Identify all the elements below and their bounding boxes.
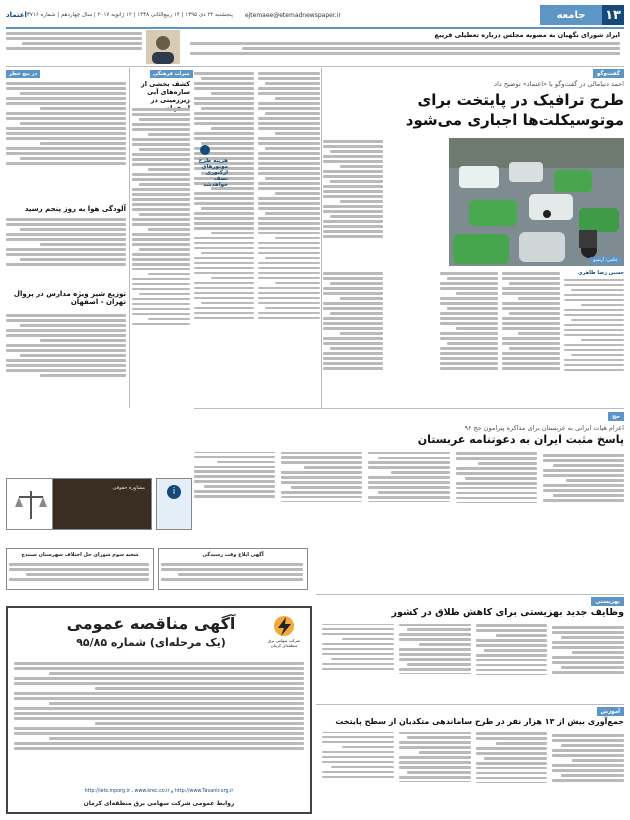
- welfare-kicker: بهزیستی: [591, 597, 624, 606]
- main-text-col-4: [323, 270, 383, 405]
- middle-column-text: [258, 70, 320, 405]
- page-number: ۱۳: [602, 5, 624, 25]
- heritage-text: [132, 106, 190, 406]
- top-brief: [6, 30, 624, 64]
- main-text-col-3: [323, 138, 383, 266]
- newspaper-logo: اعتماد: [6, 11, 27, 19]
- ad-info-box: [156, 478, 192, 530]
- middle-column-text-2: [194, 70, 254, 405]
- main-headline-1: طرح ترافیک در پایتخت برای: [417, 91, 624, 109]
- brief-side-text: [6, 30, 142, 64]
- date-line: پنجشنبه ۲۴ دی ۱۳۹۵ | ۱۴ ربیع‌الثانی ۱۴۳۸ | ۱۲ ژانویه ۲۰۱۷ | سال چهاردهم | شماره ۳۷۱۶: [26, 12, 233, 18]
- scales-of-justice-icon: [13, 487, 49, 523]
- main-text-col-2b: [440, 270, 498, 405]
- main-photo: [449, 138, 624, 266]
- header-rule: [6, 27, 624, 29]
- byline: حسین رضا طاهری: [577, 270, 624, 276]
- welfare-headline: وظایف جدید بهزیستی برای کاهش طلاق در کشور: [391, 607, 624, 618]
- brief-body: [190, 40, 620, 64]
- main-subtitle: احمد دنیامالی در گفت‌وگو با «اعتماد» توضیح داد: [494, 80, 624, 88]
- info-dot-icon: [200, 145, 210, 155]
- hajj-subtitle: اعزام هیات ایرانی به عربستان برای مذاکره پیرامون حج ۹۶: [464, 424, 624, 432]
- tender-title-1: آگهی مناقصه عمومی: [66, 614, 236, 633]
- milk-text: [6, 312, 126, 402]
- begging-headline: جمع‌آوری بیش از ۱۳ هزار نفر در طرح ساماندهی متکدیان از سطح پایتخت: [335, 717, 624, 726]
- section-email[interactable]: ejtemaee@etemadnewspaper.ir: [244, 11, 341, 19]
- welfare-text: [322, 624, 624, 704]
- notice-2-title: شعبه سوم شورای حل اختلاف شهرستان سنندج: [21, 552, 139, 558]
- milk-title: توزیع شیر ویژه مدارس در پروال تهران - اصفهان: [13, 290, 126, 306]
- notice-1-title: آگهی ابلاغ وقت رسیدگی: [202, 552, 264, 558]
- pollution-text: [6, 216, 126, 286]
- tender-title-2: (یک مرحله‌ای) شماره ۹۵/۸۵: [76, 636, 226, 649]
- main-kicker: گفت‌وگو: [593, 69, 624, 78]
- main-text-col-2: [502, 270, 560, 405]
- photo-caption: عکس: آرشیو: [590, 257, 621, 264]
- farleft-text-1: [6, 80, 126, 200]
- hajj-text: [194, 452, 624, 532]
- pollution-title: آلودگی هوا به روز پنجم رسید: [24, 205, 126, 213]
- heritage-headline: کشف بخشی از سازه‌های آبی زیرزمینی در: [141, 80, 190, 104]
- ad-photo[interactable]: [52, 478, 152, 530]
- begging-text: [322, 732, 624, 814]
- brief-title: ایراد شورای نگهبان به مصوبه مجلس درباره تعطیلی فریبع: [434, 31, 620, 39]
- author-photo: [146, 30, 180, 64]
- tender-org-label: شرکت سهامی برق منطقه‌ای کرمان: [267, 638, 301, 648]
- section-label: جامعه: [540, 5, 602, 25]
- heritage-kicker: میراث فرهنگی: [150, 70, 193, 78]
- tender-body: [14, 660, 304, 780]
- begging-kicker: آموزش: [597, 707, 625, 716]
- notice-sanandaj: [6, 548, 154, 590]
- notice-hearing: [158, 548, 308, 590]
- traffic-photo: [449, 138, 624, 266]
- page-header: [6, 5, 624, 25]
- info-icon: i: [167, 485, 181, 499]
- hajj-kicker: حج: [608, 412, 624, 421]
- ad-caption: مشاوره حقوقی: [112, 485, 145, 491]
- farleft-kicker: در پیچ خطر: [6, 70, 40, 78]
- person-icon: [146, 30, 180, 64]
- main-text-col-1: [564, 270, 624, 405]
- main-headline-2: موتوسیکلت‌ها اجباری می‌شود: [405, 111, 624, 129]
- hajj-headline: پاسخ مثبت ایران به دعوتنامه عربستان: [417, 433, 624, 446]
- cost-kicker: هزینه طرح موتورهای ازکنوری نصف خواهدشد: [198, 158, 228, 188]
- tender-website[interactable]: http://www.Tavanir.org.ir و http://iets.mporg.ir ، www.krec.co.ir: [84, 789, 234, 794]
- tender-ad[interactable]: [6, 606, 312, 814]
- tender-footer: روابط عمومی شرکت سهامی برق منطقه‌ای کرمان: [83, 800, 235, 807]
